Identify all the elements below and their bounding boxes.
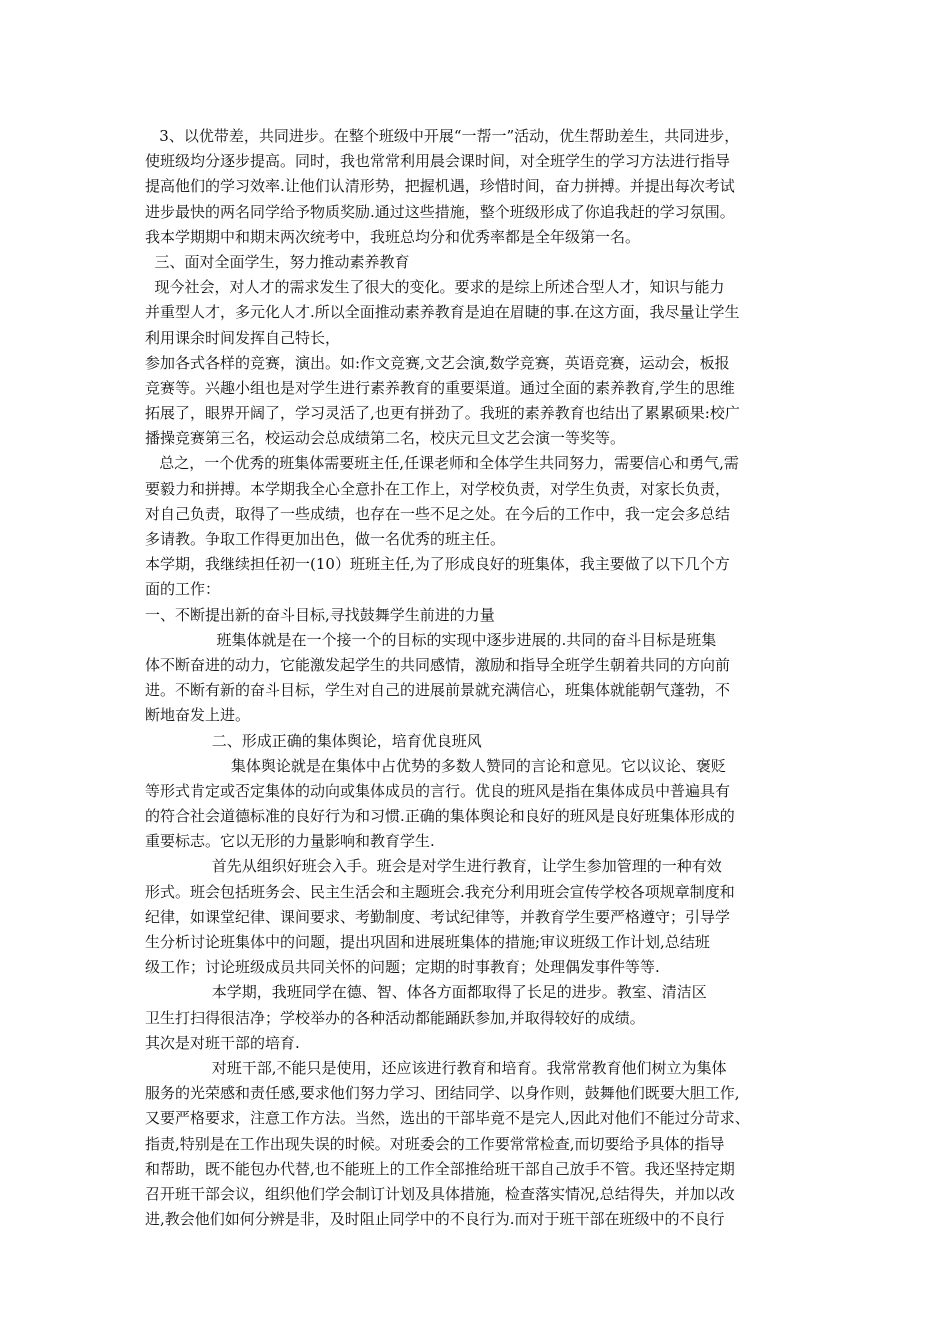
text-line: 集体舆论就是在集体中占优势的多数人赞同的言论和意见。它以议论、褒贬 bbox=[145, 756, 726, 775]
text-line: 其次是对班干部的培育. bbox=[145, 1033, 300, 1052]
text-line: 重要标志。它以无形的力量影响和教育学生. bbox=[145, 832, 435, 851]
text-line: 竞赛等。兴趣小组也是对学生进行素养教育的重要渠道。通过全面的素养教育,学生的思维 bbox=[145, 378, 735, 397]
text-line: 级工作；讨论班级成员共同关怀的问题；定期的时事教育；处理偶发事件等等. bbox=[145, 958, 660, 977]
text-line: 提高他们的学习效率.让他们认清形势，把握机遇，珍惜时间，奋力拼搏。并提出每次考试 bbox=[145, 177, 735, 196]
text-line: 本学期，我班同学在德、智、体各方面都取得了长足的进步。教室、清洁区 bbox=[145, 983, 707, 1002]
text-line: 断地奋发上进。 bbox=[145, 706, 251, 725]
text-line: 播操竞赛第三名，校运动会总成绩第二名，校庆元旦文艺会演一等奖等。 bbox=[145, 429, 626, 448]
text-line: 的符合社会道德标准的良好行为和习惯.正确的集体舆论和良好的班风是良好班集体形成的 bbox=[145, 807, 735, 826]
text-line: 对班干部,不能只是使用，还应该进行教育和培育。我常常教育他们树立为集体 bbox=[145, 1058, 727, 1077]
text-line: 首先从组织好班会入手。班会是对学生进行教育，让学生参加管理的一种有效 bbox=[145, 857, 722, 876]
text-line: 面的工作： bbox=[145, 580, 221, 599]
text-line: 班集体就是在一个接一个的目标的实现中逐步进展的.共同的奋斗目标是班集 bbox=[145, 630, 717, 649]
text-line: 多请教。争取工作得更加出色，做一名优秀的班主任。 bbox=[145, 530, 506, 548]
text-line: 服务的光荣感和责任感,要求他们努力学习、团结同学、以身作则，鼓舞他们既要大胆工作, bbox=[145, 1084, 740, 1103]
text-line: 和帮助，既不能包办代替,也不能班上的工作全部推给班干部自己放手不管。我还坚持定期 bbox=[145, 1159, 735, 1178]
text-line: 要毅力和拼搏。本学期我全心全意扑在工作上，对学校负责，对学生负责，对家长负责， bbox=[145, 479, 731, 498]
text-line: 进。不断有新的奋斗目标，学生对自己的进展前景就充满信心，班集体就能朝气蓬勃，不 bbox=[145, 681, 731, 700]
text-line: 纪律，如课堂纪律、课间要求、考勤制度、考试纪律等，并教育学生要严格遵守；引导学 bbox=[145, 907, 731, 926]
text-line: 进步最快的两名同学给予物质奖励.通过这些措施，整个班级形成了你追我赶的学习氛围。 bbox=[145, 202, 735, 221]
text-line: 形式。班会包括班务会、民主生活会和主题班会.我充分利用班会宣传学校各项规章制度和 bbox=[145, 882, 735, 901]
text-line: 体不断奋进的动力，它能激发起学生的共同感情，激励和指导全班学生朝着共同的方向前 bbox=[145, 655, 731, 674]
body-text bbox=[145, 124, 815, 1232]
text-line: 等形式肯定或否定集体的动向或集体成员的言行。优良的班风是指在集体成员中普遍具有 bbox=[145, 781, 731, 800]
text-line: 现今社会，对人才的需求发生了很大的变化。要求的是综上所述合型人才，知识与能力 bbox=[145, 278, 725, 297]
text-line: 对自己负责，取得了一些成绩，也存在一些不足之处。在今后的工作中，我一定会多总结 bbox=[145, 504, 731, 523]
text-line: 三、面对全面学生，努力推动素养教育 bbox=[145, 252, 410, 271]
text-line: 卫生打扫得很洁净；学校举办的各种活动都能踊跃参加,并取得较好的成绩。 bbox=[145, 1008, 645, 1027]
text-line: 本学期，我继续担任初一(10）班班主任,为了形成良好的班集体，我主要做了以下几个方 bbox=[145, 555, 730, 574]
text-line: 我本学期期中和期末两次统考中，我班总均分和优秀率都是全年级第一名。 bbox=[145, 227, 641, 246]
text-line: 一、不断提出新的奋斗目标,寻找鼓舞学生前进的力量 bbox=[145, 605, 495, 624]
text-line: 使班级均分逐步提高。同时，我也常常利用晨会课时间，对全班学生的学习方法进行指导 bbox=[145, 152, 731, 171]
text-line: 二、形成正确的集体舆论，培育优良班风 bbox=[145, 731, 482, 750]
text-line: 参加各式各样的竞赛，演出。如:作文竞赛,文艺会演,数学竞赛，英语竞赛，运动会，板报 bbox=[145, 353, 730, 372]
text-line: 利用课余时间发挥自己特长， bbox=[145, 328, 341, 347]
text-line: 召开班干部会议，组织他们学会制订计划及具体措施，检查落实情况,总结得失，并加以改 bbox=[145, 1184, 735, 1203]
text-line: 并重型人才，多元化人才.所以全面推动素养教育是迫在眉睫的事.在这方面，我尽量让学生 bbox=[145, 303, 740, 322]
text-line: 指责,特别是在工作出现失误的时候。对班委会的工作要常常检查,而切要给予具体的指导 bbox=[145, 1134, 725, 1153]
text-line: 生分析讨论班集体中的问题，提出巩固和进展班集体的措施;审议班级工作计划,总结班 bbox=[145, 933, 710, 951]
text-line: 3、以优带差，共同进步。在整个班级中开展“一帮一”活动，优生帮助差生，共同进步， bbox=[145, 127, 740, 145]
text-line: 拓展了，眼界开阔了，学习灵活了,也更有拼劲了。我班的素养教育也结出了累累硕果:校广 bbox=[145, 404, 740, 423]
text-line: 又要严格要求，注意工作方法。当然，选出的干部毕竟不是完人,因此对他们不能过分苛求、 bbox=[145, 1109, 750, 1128]
text-line: 总之，一个优秀的班集体需要班主任,任课老师和全体学生共同努力，需要信心和勇气,需 bbox=[145, 454, 739, 473]
text-line: 进,教会他们如何分辨是非，及时阻止同学中的不良行为.而对于班干部在班级中的不良行 bbox=[145, 1210, 725, 1229]
